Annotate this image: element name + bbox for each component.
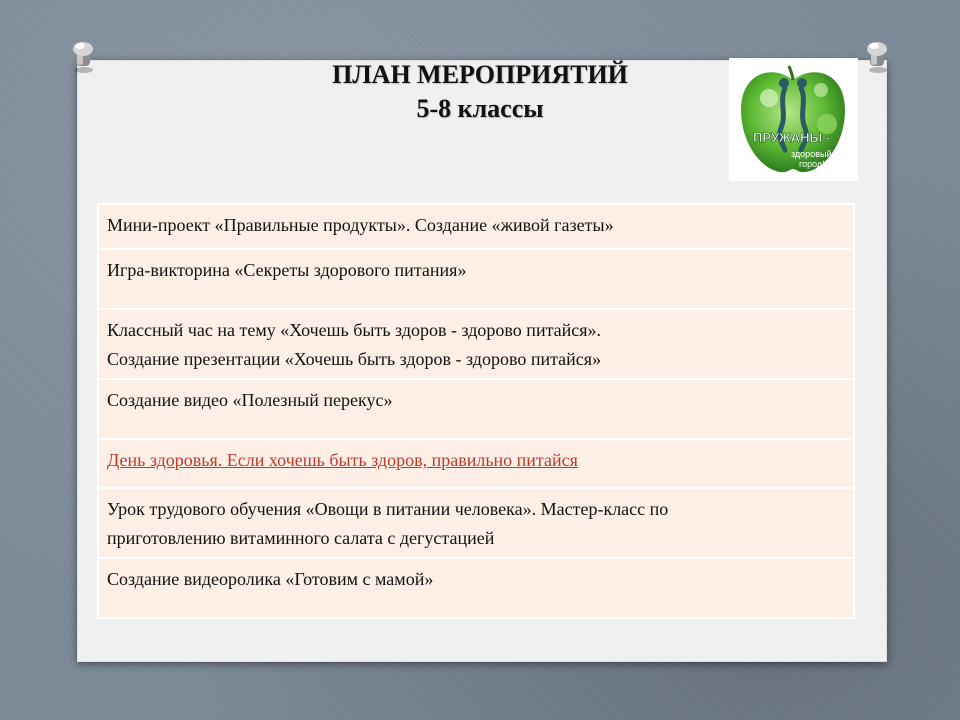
table-cell <box>98 249 854 309</box>
table-cell <box>98 488 854 558</box>
table-row <box>98 488 854 558</box>
logo-tagline-1: здоровый <box>791 149 832 159</box>
apple-logo-icon <box>729 58 858 181</box>
table-cell <box>98 558 854 618</box>
event-plan-table <box>97 203 855 619</box>
pushpin-icon <box>862 40 892 74</box>
table-row <box>98 309 854 379</box>
table-row <box>98 379 854 439</box>
cell-text: Игра-викторина «Секреты здорового питания» <box>107 260 467 280</box>
logo-brand-text: ПРУЖАНЫ - <box>753 130 831 145</box>
table-cell <box>98 439 854 488</box>
health-day-link[interactable]: День здоровья. Если хочешь быть здоров, правильно питайся <box>107 450 578 470</box>
title-line-2: 5-8 классы <box>416 94 544 123</box>
table-row <box>98 204 854 249</box>
cell-text: Мини-проект «Правильные продукты». Создание «живой газеты» <box>107 215 614 235</box>
page-title <box>240 58 720 126</box>
cell-text: Создание презентации «Хочешь быть здоров - здорово питайся» <box>107 349 602 369</box>
table-row <box>98 439 854 488</box>
title-line-1: ПЛАН МЕРОПРИЯТИЙ <box>332 60 628 89</box>
logo-tagline-2: город! <box>799 159 825 169</box>
table-row <box>98 558 854 618</box>
cell-text: приготовлению витаминного салата с дегустацией <box>107 528 495 548</box>
table-cell <box>98 204 854 249</box>
table-cell <box>98 379 854 439</box>
table-row <box>98 249 854 309</box>
cell-text: Создание видеоролика «Готовим с мамой» <box>107 569 434 589</box>
cell-text: Создание видео «Полезный перекус» <box>107 390 393 410</box>
table-cell <box>98 309 854 379</box>
cell-text: Классный час на тему «Хочешь быть здоров - здорово питайся». <box>107 320 602 340</box>
pushpin-icon <box>68 40 98 74</box>
cell-text: Урок трудового обучения «Овощи в питании человека». Мастер-класс по <box>107 499 669 519</box>
